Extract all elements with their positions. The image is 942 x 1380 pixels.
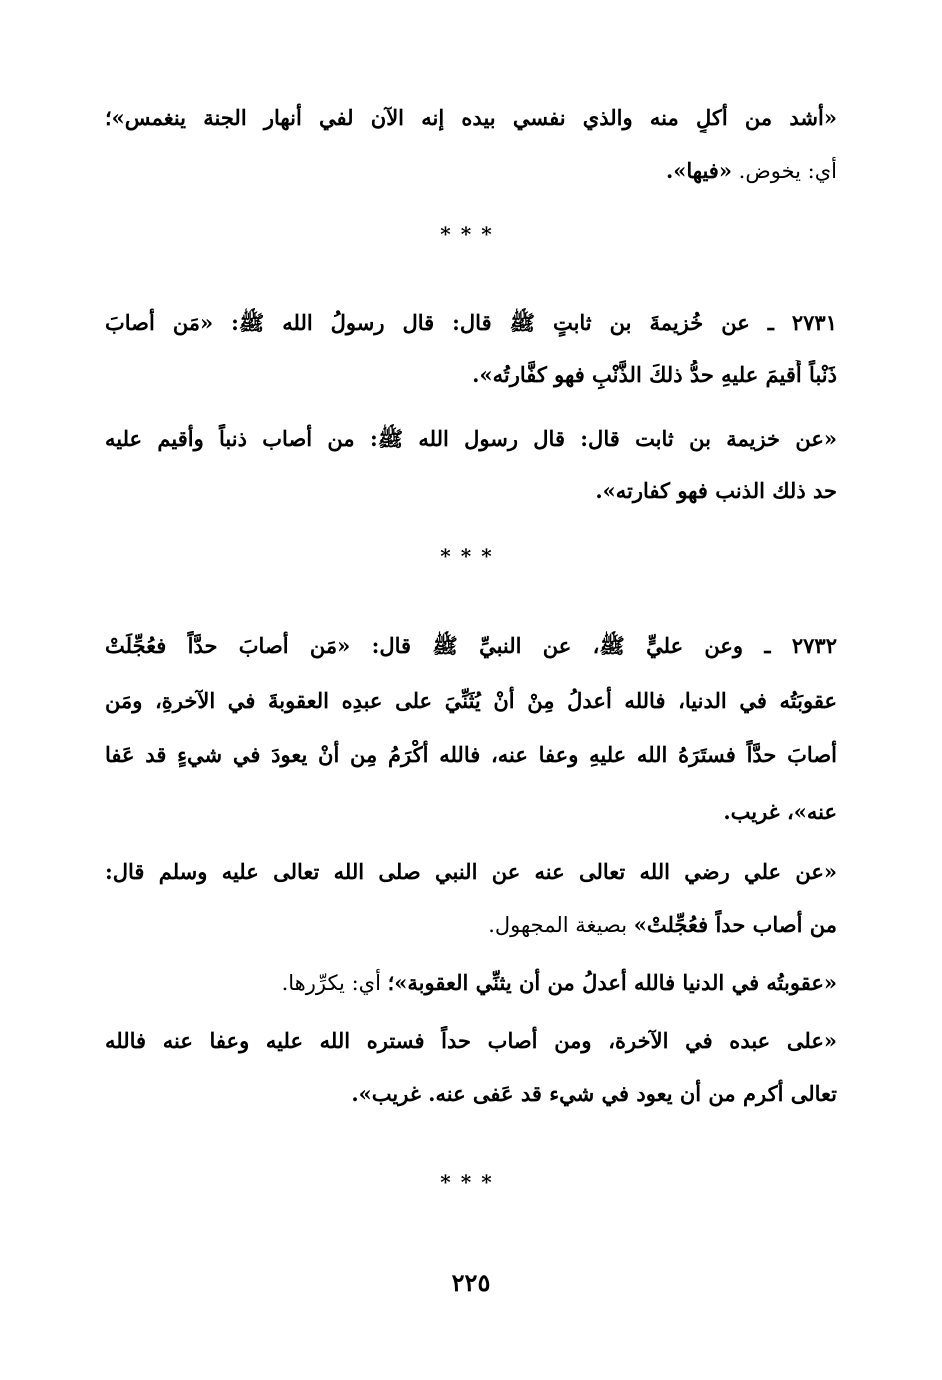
section-separator: *** — [440, 1170, 502, 1194]
gloss-text: أي: يكرِّرها. — [281, 971, 381, 995]
quoted-text: «فيها». — [665, 158, 732, 183]
quoted-text: من أصاب حداً فعُجِّلتْ» — [633, 912, 837, 937]
commentary-2732-line — [105, 910, 837, 940]
hadith-2732-line: ٢٧٣٢ ـ وعن عليٍّ ﷺ، عن النبيِّ ﷺ قال: «مَن أصابَ حدَّاً فعُجِّلَتْ — [105, 633, 837, 658]
commentary-2732-line: «على عبده في الآخرة، ومن أصاب حداً فستره الله عليه وعفا عنه فالله — [105, 1028, 837, 1053]
page-number: ٢٢٥ — [451, 1268, 491, 1297]
commentary-2731-line: «عن خزيمة بن ثابت قال: قال رسول الله ﷺ: من أصاب ذنباً وأقيم عليه — [105, 426, 837, 451]
commentary-2732-line — [105, 968, 837, 998]
commentary-line — [105, 156, 837, 186]
commentary-2731-line: حد ذلك الذنب فهو كفارته». — [595, 478, 837, 503]
section-separator: *** — [440, 222, 502, 246]
commentary-2732-line: «عن علي رضي الله تعالى عنه عن النبي صلى الله تعالى عليه وسلم قال: — [105, 859, 837, 884]
gloss-text: بصيغة المجهول. — [488, 913, 628, 937]
section-separator: *** — [440, 544, 502, 568]
hadith-2731-line: ٢٧٣١ ـ عن خُزيمةَ بن ثابتٍ ﷺ قال: قال رسولُ الله ﷺ: «مَن أصابَ — [105, 310, 837, 335]
hadith-2732-line: أصابَ حدَّاً فستَرَهُ الله عليهِ وعفا عنه، فالله أكْرَمُ مِن أنْ يعودَ في شيءٍ قد عَفا — [105, 742, 837, 767]
commentary-2732-line: تعالى أكرم من أن يعود في شيء قد عَفى عنه. غريب». — [351, 1081, 837, 1106]
hadith-2732-line: عقوبَتُه في الدنيا، فالله أعدلُ مِنْ أنْ يُثَنِّيَ على عبدِه العقوبةَ في الآخرةِ، ومَن — [105, 688, 837, 713]
quoted-text: «عقوبتُه في الدنيا فالله أعدلُ من أن يثنِّي العقوبة»؛ — [387, 970, 837, 995]
hadith-2732-line: عنه»، غريب. — [723, 799, 837, 824]
gloss-text: أي: يخوض. — [738, 159, 837, 183]
hadith-2731-line: ذَنْباً أُقيمَ عليهِ حدُّ ذلكَ الذَّنْبِ فهو كفَّارتُه». — [472, 362, 837, 387]
commentary-line: «أشد من أكلٍ منه والذي نفسي بيده إنه الآن لفي أنهار الجنة ينغمس»؛ — [105, 105, 837, 130]
